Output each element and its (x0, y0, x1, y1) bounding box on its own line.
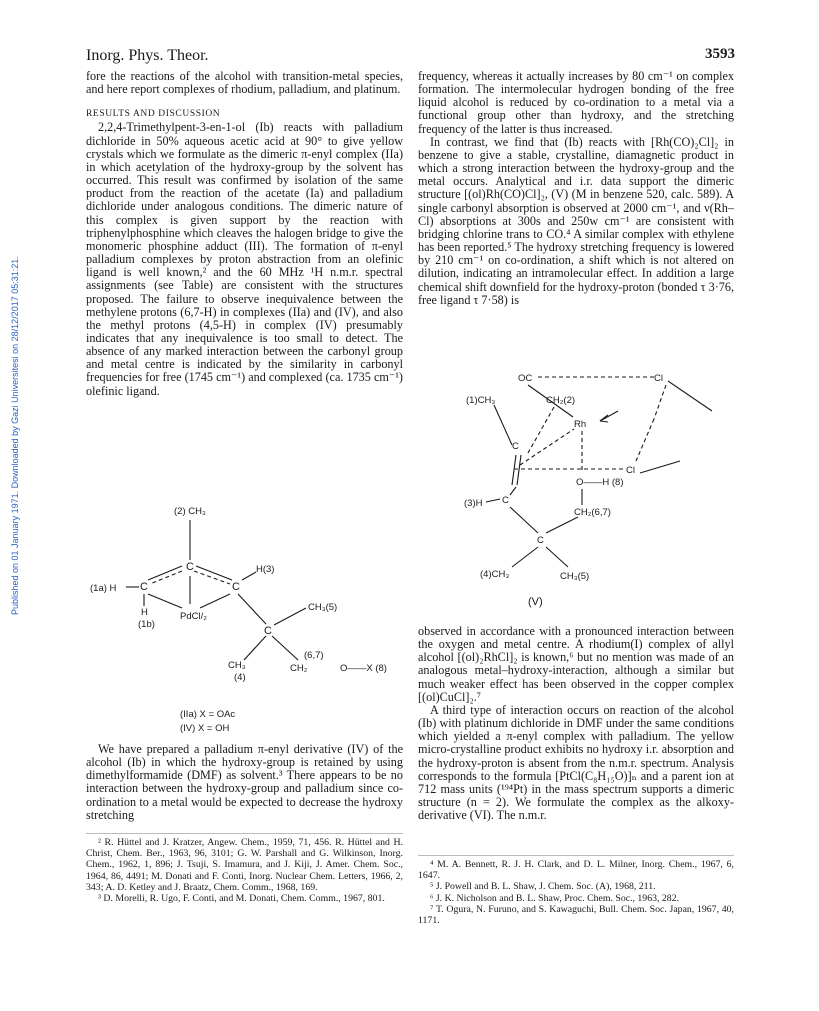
rhodium-label: Rh (574, 419, 587, 430)
bond (510, 507, 538, 533)
download-notice-text: Published on 01 January 1971. Downloaded by Gazi Universitesi on 28/12/2017 05:31:21. (10, 256, 20, 615)
carbonyl-label: OC (518, 373, 533, 384)
carbon-label: C (537, 535, 544, 546)
compound-label-v: (V) (528, 596, 543, 608)
h1b-label: (1b) (138, 619, 155, 630)
page-number: 3593 (705, 46, 735, 62)
bond (512, 547, 538, 567)
carbon-label: C (512, 441, 519, 452)
bond (668, 381, 712, 411)
methyl-1-label: (1)CH₃ (466, 395, 496, 406)
methylene-2-label: CH₂(2) (546, 395, 576, 406)
structure-iia-iv (86, 500, 403, 735)
footnote: ⁴ M. A. Bennett, R. J. H. Clark, and D. L. Milner, Inorg. Chem., 1967, 6, 1647. (418, 859, 734, 882)
bond (238, 594, 266, 624)
arrow-head (600, 415, 608, 422)
section-heading: RESULTS AND DISCUSSION (86, 109, 221, 120)
bond (640, 461, 680, 473)
chlorine-mid-label: Cl (626, 465, 635, 476)
footnote: ⁶ J. K. Nicholson and B. L. Shaw, Proc. Chem. Soc., 1963, 282. (430, 892, 680, 904)
bond-to-metal (200, 594, 230, 608)
bond-to-metal (148, 594, 182, 608)
paragraph: fore the reactions of the alcohol with transition-metal species, and here report complexes of rhodium, palladium, and platinum. (86, 69, 403, 97)
download-notice (6, 215, 24, 615)
oh-label: O——H (8) (576, 477, 624, 488)
bond (486, 499, 500, 502)
right-column-top (418, 70, 734, 307)
footnote: ² R. Hüttel and J. Kratzer, Angew. Chem., 1959, 71, 456. R. Hüttel and H. Christ, Chem. Ber., 1963, 96, 3101; G. W. Parshall and G. Wilkinson, Inorg. Chem., 1962, 1, 896; J. Tsuji, S. Imamura, and J. Kiji, J. Amer. Chem. Soc., 1964, 86, 4491; M. Donati and F. Conti, Inorg. Nuclear Chem. Letters, 1966, 2, 343; A. D. Ketley and J. Braatz, Chem. Comm., 1968, 169. (86, 837, 403, 893)
chlorine-top-label: Cl (654, 373, 663, 384)
paragraph: frequency, whereas it actually increases by 80 cm⁻¹ on complex formation. The intermolecular hydrogen bonding of the free liquid alcohol is reduced by co-ordination to a metal via a functional group other than hydroxy, and the stretching frequency of the latter is thus increased. (418, 69, 734, 136)
bond (244, 636, 266, 660)
bond (546, 547, 568, 567)
journal-header: Inorg. Phys. Theor. (86, 47, 209, 64)
paragraph: A third type of interaction occurs on reaction of the alcohol (Ib) with platinum dichloride in DMF under the same conditions which yielded a π-enyl complex with palladium. The yellow micro-crystalline product exhibits no hydroxy i.r. absorption and the hydroxy-proton is absent from the n.m.r. spectrum. Analysis corresponds to the formula [PtCl(C₈H₁₅O)]ₙ and a parent ion at 712 mass units (¹⁹⁴Pt) in the mass spectrum supports a dimeric structure (n = 2). We formulate the complex as the alkoxy-derivative (VI). The n.m.r. (418, 702, 734, 823)
methyl-5-label: CH₃(5) (308, 602, 338, 613)
structure-v (418, 365, 734, 620)
double-bond (512, 455, 516, 485)
right-column-bottom (418, 625, 734, 822)
paragraph: We have prepared a palladium π-enyl derivative (IV) of the alcohol (Ib) in which the hydroxy-group is retained by using dimethylformamide (DMF) as solvent.³ There appears to be no interaction between the hydroxy-group and palladium since co-ordination to a metal would be expected to decrease the hydroxy stretching (86, 742, 403, 822)
double-bond (517, 455, 521, 485)
methyl-5-label: CH₃(5) (560, 571, 590, 582)
compound-label-iia: (IIa) X = OAc (180, 709, 236, 720)
carbon-atom: C (140, 581, 148, 593)
ox-label: O——X (8) (340, 663, 387, 674)
methylene-number: (6,7) (304, 650, 324, 661)
footnote: ⁵ J. Powell and B. L. Shaw, J. Chem. Soc. (A), 1968, 211. (430, 881, 656, 893)
bond (148, 566, 182, 580)
carbon-atom: C (264, 625, 272, 637)
footnote-rule (418, 855, 734, 856)
methyl-4-label: (4)CH₃ (480, 569, 510, 580)
methyl-4-number: (4) (234, 672, 246, 683)
methylene-label: CH₂ (290, 663, 308, 674)
h1b-atom: H (141, 607, 148, 618)
bond-dashed (520, 429, 574, 465)
methyl-4-label: CH₃ (228, 660, 246, 671)
h1a-label: (1a) H (90, 583, 117, 594)
methylene-67-label: CH₂(6,7) (574, 507, 611, 518)
paragraph: In contrast, we find that (Ib) reacts with [Rh(CO)₂Cl]₂ in benzene to give a stable, crystalline, diamagnetic product in which a strong interaction between the hydroxy-group and the metal occurs. Analytical and i.r. data support the dimeric structure [(ol)Rh(CO)Cl]₂, (V) (M in benzene 520, calc. 589). A single carbonyl absorption is observed at 2000 cm⁻¹, and ν(Rh–Cl) absorptions at 300s and 250w cm⁻¹ are consistent with bridging chlorine trans to CO.⁴ A similar complex with ethylene has been reported.⁵ The hydroxy stretching frequency is lowered by 210 cm⁻¹ on co-ordination, a shift which is not altered on dilution, indicating an intramolecular effect. In addition a large chemical shift downfield for the hydroxy-proton (bonded τ 3·76, free ligand τ 7·58) is (418, 134, 734, 307)
pdcl-label: PdCl/₂ (180, 611, 207, 622)
bond (546, 517, 578, 533)
methyl-2-label: (2) CH₃ (174, 506, 206, 517)
h3-label: (3)H (464, 498, 483, 509)
right-footnotes (418, 859, 734, 926)
footnote: ³ D. Morelli, R. Ugo, F. Conti, and M. Donati, Chem. Comm., 1967, 801. (98, 893, 385, 905)
carbon-atom: C (186, 561, 194, 573)
bond (242, 572, 256, 580)
paragraph: 2,2,4-Trimethylpent-3-en-1-ol (Ib) reacts with palladium dichloride in 50% aqueous acetic acid at 90° to give yellow crystals which we formulate as the dimeric π-enyl complex (IIa) in which acetylation of the hydroxy-group by the solvent has occurred. This result was confirmed by isolation of the same product from the reaction of the acetate (Ia) and palladium dichloride under analogous conditions. The dimeric nature of this complex is given support by the reaction with triphenylphosphine which cleaves the halogen bridge to give the monomeric phosphine adduct (III). The formation of π-enyl palladium complexes by proton abstraction from an olefinic ligand is well known,² and the 60 MHz ¹H n.m.r. spectral assignments (see Table) are consistent with the structures proposed. The failure to observe inequivalence between the methylene protons (6,7-H) in complexes (IIa) and (IV), and also the methyl protons (4,5-H) in complex (IV) presumably indicates that any inequivalence is too small to detect. The absence of any marked interaction between the carbonyl group and metal centre is indicated by the similarity in carbonyl frequencies for free (1745 cm⁻¹) and complexed (ca. 1735 cm⁻¹) olefinic ligand. (86, 120, 403, 398)
left-column-bottom (86, 743, 403, 822)
bond-dashed (636, 419, 654, 461)
bond-dashed (528, 407, 554, 453)
bond-dashed (654, 385, 666, 419)
carbon-atom: C (232, 581, 240, 593)
h3-label: H(3) (256, 564, 275, 575)
footnote: ⁷ T. Ogura, N. Furuno, and S. Kawaguchi, Bull. Chem. Soc. Japan, 1967, 40, 1171. (418, 903, 734, 927)
footnote-rule (86, 833, 403, 834)
carbon-label: C (502, 495, 509, 506)
bond (494, 405, 512, 445)
left-column-top (86, 70, 403, 398)
bond (510, 487, 516, 495)
paragraph: observed in accordance with a pronounced interaction between the oxygen and metal centre. A rhodium(I) complex of allyl alcohol [(ol)₂RhCl]₂ is known,⁶ but no mention was made of an analogous metal–hydroxy-interaction, although a similar but much weaker effect has been observed in the copper complex [(ol)CuCl]₂.⁷ (418, 624, 734, 704)
bond (272, 636, 298, 660)
bond (274, 608, 306, 625)
left-footnotes (86, 837, 403, 904)
compound-label-iv: (IV) X = OH (180, 723, 230, 734)
